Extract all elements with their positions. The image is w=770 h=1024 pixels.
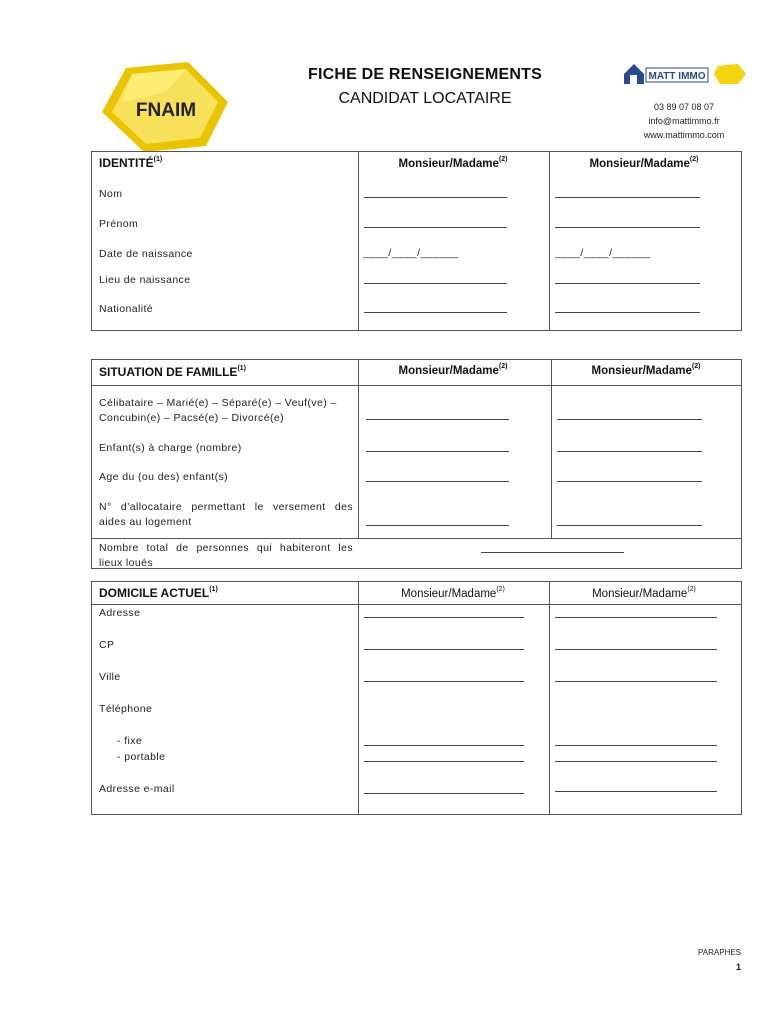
matt-immo-logo — [620, 60, 748, 88]
date-naissance-field-2[interactable]: ____/____/______ — [555, 247, 651, 259]
ville-field-1[interactable] — [364, 681, 524, 682]
col-header-text: Monsieur/Madame — [592, 588, 688, 600]
ville-field-2[interactable] — [555, 681, 717, 682]
cp-field-1[interactable] — [364, 649, 524, 650]
identite-title — [99, 156, 162, 170]
footnote-ref: (2) — [496, 586, 505, 593]
age-enfants-field-2[interactable] — [557, 481, 702, 482]
age-enfants-field-1[interactable] — [366, 481, 509, 482]
footnote-ref: (2) — [498, 156, 508, 163]
nombre-personnes-field[interactable] — [481, 552, 624, 553]
matt-logo-text: MATT IMMO — [648, 71, 706, 82]
field-label-lieu-naissance: Lieu de naissance — [99, 274, 191, 286]
document-title: FICHE DE RENSEIGNEMENTS — [308, 66, 542, 83]
situation-field-1[interactable] — [366, 419, 509, 420]
fnaim-logo-text: FNAIM — [135, 100, 197, 121]
field-label-fixe: - fixe — [117, 735, 143, 747]
identite-col1-header — [358, 156, 548, 170]
field-label-date-naissance: Date de naissance — [99, 248, 193, 260]
field-label-email: Adresse e-mail — [99, 783, 175, 795]
footnote-ref: (2) — [689, 156, 699, 163]
col-header-text: Monsieur/Madame — [398, 365, 499, 377]
agency-website[interactable]: www.mattimmo.com — [643, 130, 725, 140]
column-divider — [549, 582, 550, 814]
col-header-text: Monsieur/Madame — [398, 158, 499, 170]
prenom-field-1[interactable] — [364, 227, 507, 228]
agency-email[interactable]: info@mattimmo.fr — [648, 116, 720, 126]
identite-col2-header — [549, 156, 739, 170]
identite-section — [91, 151, 742, 331]
column-divider — [358, 360, 359, 538]
tel-fixe-field-2[interactable] — [555, 745, 717, 746]
footnote-ref: (2) — [691, 363, 701, 370]
col-header-text: Monsieur/Madame — [591, 365, 692, 377]
footnote-ref: (2) — [687, 586, 696, 593]
allocataire-field-2[interactable] — [557, 525, 702, 526]
famille-section — [91, 359, 742, 569]
footnote-ref: (1) — [209, 586, 218, 593]
header-divider — [92, 604, 741, 605]
tel-portable-field-1[interactable] — [364, 761, 524, 762]
column-divider — [549, 152, 550, 330]
column-divider — [358, 152, 359, 330]
enfants-field-2[interactable] — [557, 451, 702, 452]
col-header-text: Monsieur/Madame — [401, 588, 497, 600]
famille-col1-header — [358, 363, 548, 377]
tel-fixe-field-1[interactable] — [364, 745, 524, 746]
domicile-title-text: DOMICILE ACTUEL — [99, 586, 210, 600]
page-number: 1 — [735, 962, 741, 972]
allocataire-field-1[interactable] — [366, 525, 509, 526]
tel-portable-field-2[interactable] — [555, 761, 717, 762]
fnaim-logo — [96, 62, 236, 152]
lieu-naissance-field-2[interactable] — [555, 283, 700, 284]
column-divider — [551, 360, 552, 538]
prenom-field-2[interactable] — [555, 227, 700, 228]
column-divider — [358, 582, 359, 814]
field-label-allocataire: N° d’allocataire permettant le versement des aides au logement — [99, 501, 353, 528]
document-subtitle: CANDIDAT LOCATAIRE — [338, 90, 512, 107]
field-label-cp: CP — [99, 639, 115, 651]
paraphes-label: PARAPHES — [698, 948, 741, 957]
situation-field-2[interactable] — [557, 419, 702, 420]
email-field-2[interactable] — [555, 791, 717, 792]
field-label-enfants: Enfant(s) à charge (nombre) — [99, 442, 242, 454]
adresse-field-2[interactable] — [555, 617, 717, 618]
lieu-naissance-field-1[interactable] — [364, 283, 507, 284]
agency-phone: 03 89 07 08 07 — [653, 102, 715, 112]
domicile-col2-header — [549, 586, 739, 600]
identite-title-text: IDENTITÉ — [99, 156, 154, 170]
date-naissance-field-1[interactable]: ____/____/______ — [363, 247, 459, 259]
header-divider — [92, 385, 741, 386]
field-label-nombre-personnes: Nombre total de personnes qui habiteront les lieux loués — [99, 542, 353, 569]
field-label-age-enfants: Age du (ou des) enfant(s) — [99, 471, 229, 483]
field-label-adresse: Adresse — [99, 607, 141, 619]
adresse-field-1[interactable] — [364, 617, 524, 618]
row-divider — [92, 538, 741, 539]
nationalite-field-1[interactable] — [364, 312, 507, 313]
domicile-title — [99, 586, 218, 600]
col-header-text: Monsieur/Madame — [589, 158, 690, 170]
footnote-ref: (2) — [498, 363, 508, 370]
enfants-field-1[interactable] — [366, 451, 509, 452]
famille-col2-header — [551, 363, 741, 377]
field-label-portable: - portable — [117, 751, 166, 763]
domicile-col1-header — [358, 586, 548, 600]
field-label-nationalite: Nationalité — [99, 303, 154, 315]
nom-field-2[interactable] — [555, 197, 700, 198]
cp-field-2[interactable] — [555, 649, 717, 650]
email-field-1[interactable] — [364, 793, 524, 794]
field-label-prenom: Prénom — [99, 218, 139, 230]
field-label-telephone: Téléphone — [99, 703, 153, 715]
field-label-nom: Nom — [99, 188, 123, 200]
field-label-situation: Célibataire – Marié(e) – Séparé(e) – Veuf(ve) – Concubin(e) – Pacsé(e) – Divorcé(e) — [99, 397, 337, 424]
famille-title — [99, 365, 246, 379]
field-label-ville: Ville — [99, 671, 121, 683]
famille-title-text: SITUATION DE FAMILLE — [99, 365, 238, 379]
footnote-ref: (1) — [153, 156, 163, 163]
nom-field-1[interactable] — [364, 197, 507, 198]
footnote-ref: (1) — [237, 365, 247, 372]
nationalite-field-2[interactable] — [555, 312, 700, 313]
domicile-section — [91, 581, 742, 815]
